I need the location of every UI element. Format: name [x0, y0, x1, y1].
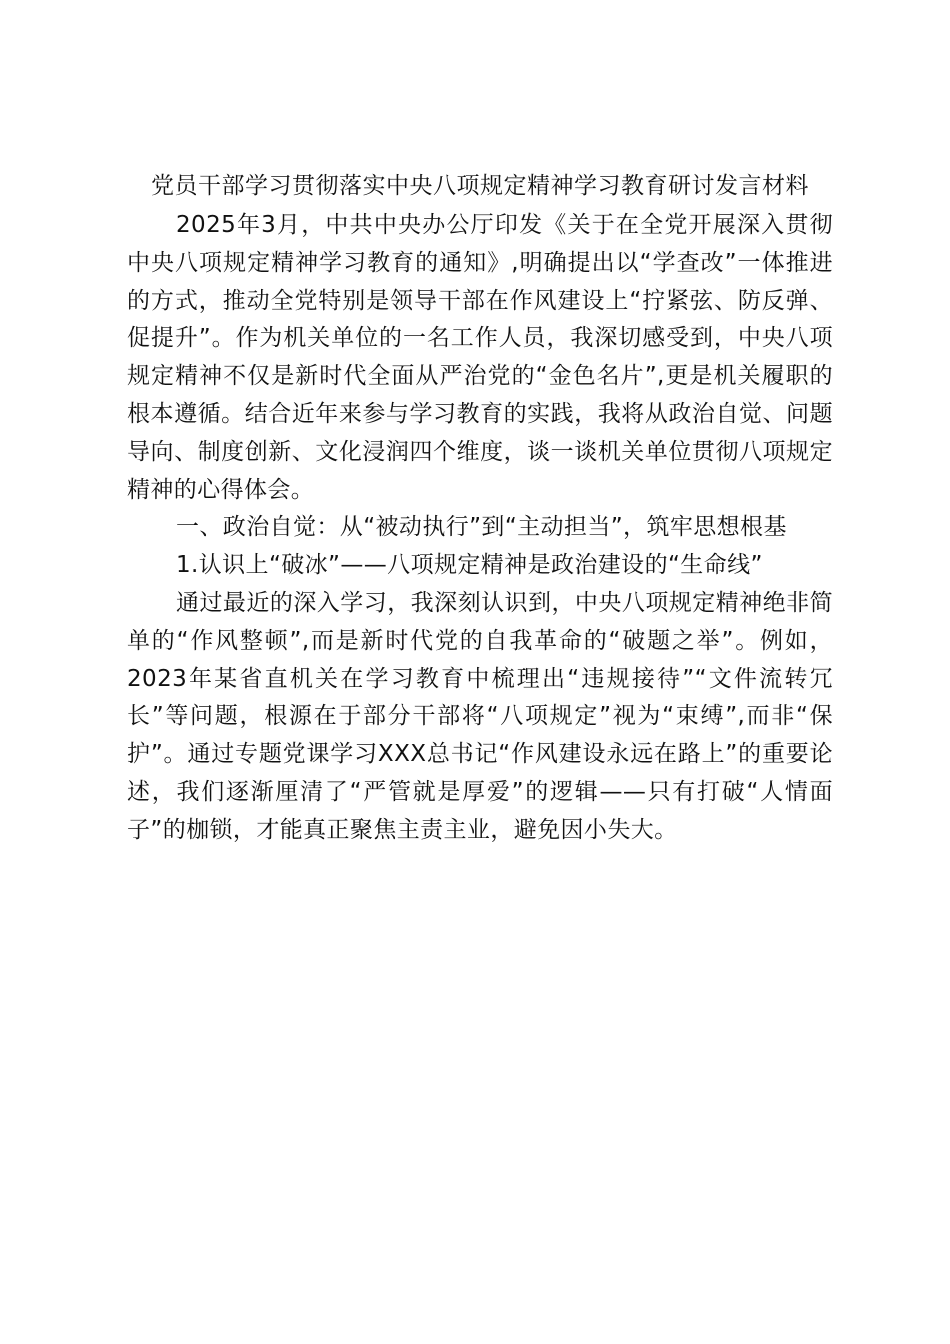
- document-body: [127, 168, 833, 850]
- section-heading: 一、政治自觉：从“被动执行”到“主动担当”，筑牢思想根基: [176, 514, 787, 541]
- body-paragraph: 通过最近的深入学习，我深刻认识到，中央八项规定精神绝非简单的“作风整顿”,而是新时代党的自我革命的“破题之举”。例如，2023年某省直机关在学习教育中梳理出“违规接待”“文件流转冗长”等问题，根源在于部分干部将“八项规定”视为“束缚”,而非“保护”。通过专题党课学习XXX总书记“作风建设永远在路上”的重要论述，我们逐渐厘清了“严管就是厚爱”的逻辑——只有打破“人情面子”的枷锁，才能真正聚焦主责主业，避免因小失大。: [127, 589, 833, 843]
- document-title: 党员干部学习贯彻落实中央八项规定精神学习教育研讨发言材料: [151, 173, 809, 199]
- intro-paragraph: 2025年3月，中共中央办公厅印发《关于在全党开展深入贯彻中央八项规定精神学习教育的通知》,明确提出以“学查改”一体推进的方式，推动全党特别是领导干部在作风建设上“拧紧弦、防反弹、促提升”。作为机关单位的一名工作人员，我深切感受到，中央八项规定精神不仅是新时代全面从严治党的“金色名片”,更是机关履职的根本遵循。结合近年来参与学习教育的实践，我将从政治自觉、问题导向、制度创新、文化浸润四个维度，谈一谈机关单位贯彻八项规定精神的心得体会。: [127, 212, 833, 503]
- subsection-heading: 1.认识上“破冰”——八项规定精神是政治建设的“生命线”: [176, 552, 763, 579]
